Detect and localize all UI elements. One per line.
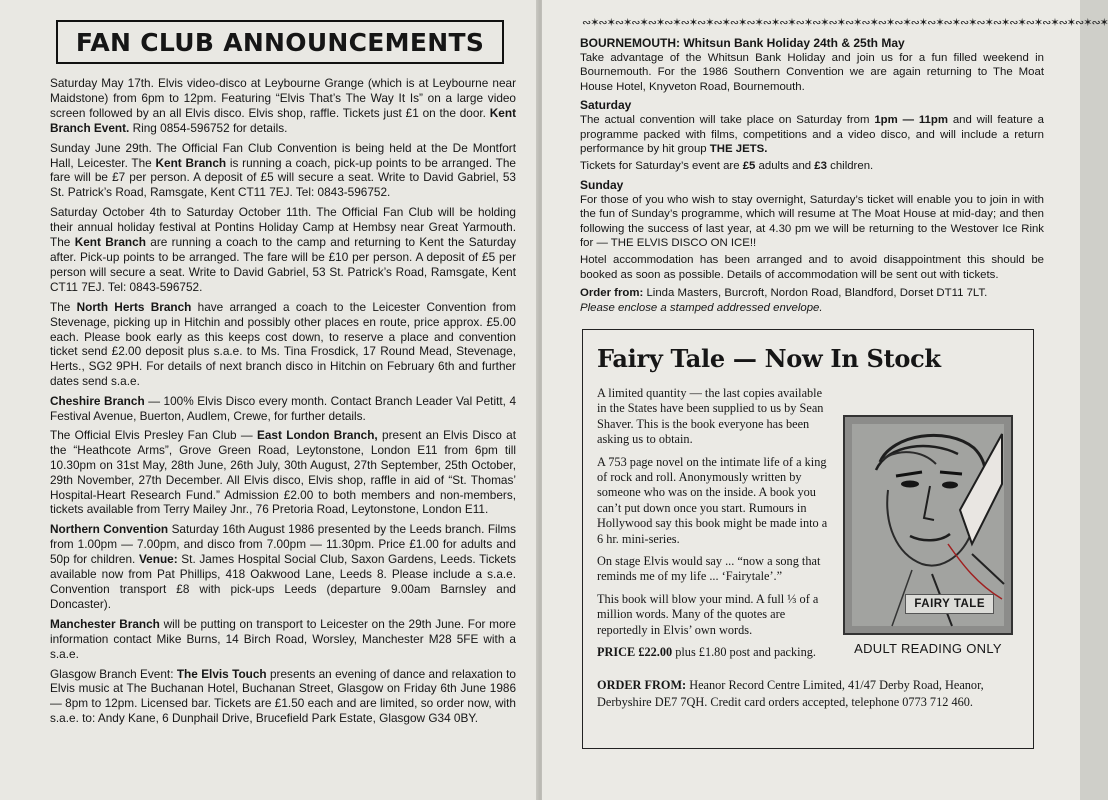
text: St. James Hospital Social Club, Saxon Gardens, Leeds. Tickets available now from Pat Phillips, 418 Oakwood Lane, Leeds 8. Please include a s.a.e. Convention transport £8 with pick-ups Leeds (departure 9.00am Barnsley and Doncaster). (50, 552, 516, 611)
text: adults and (755, 160, 815, 173)
venue-label: Venue: (138, 552, 178, 567)
book-cover-image (843, 415, 1013, 635)
kent-branch: Kent Branch (155, 155, 227, 170)
text: are running a coach to the camp and returning to Kent the Saturday after. Pick-up points to be arranged. The fare will be £10 per person. A deposit of £5 per person will secure a seat. Write to David Gabriel, 53 St. Patrick’s Road, Ramsgate, Kent CT11 7EJ. Tel: 0843-596752. (50, 235, 516, 294)
sunday-text: For those of you who wish to stay overnight, Saturday’s ticket will enable you to join in with the fun of Sunday’s programme, which will resume at The Moat House at mid-day; and then following the success of last year, at 4.30 pm we will be returning to the Westover Ice Rink for — THE ELVIS DISCO ON ICE!! (580, 193, 1044, 250)
announcement-glasgow (50, 667, 516, 727)
cover-illustration (852, 424, 1004, 626)
announcements-column (50, 76, 516, 726)
text: Saturday May 17th. Elvis video-disco at Leybourne Grange (which is at Leybourne near Maidstone) from 6pm to 12pm. Featuring “Elvis That’s The Way It Is” on a large video screen followed by an all Elvis disco. Elvis shop, raffle. Tickets just £1 on the door. (50, 76, 516, 120)
text: present an Elvis Disco at the “Heathcote Arms”, Grove Green Road, Leytonstone, London E11 from 6pm till 10.30pm on 31st May, 28th June, 26th July, 30th August, 27th September, 25th October, 29th November, 27th December. All Elvis disco, Elvis shop, raffle in aid of “St. Thomas’ Hospital-Heart Research Fund.” Admission £2.00 to both members and non-members, tickets available from Terry Mailey Jnr., 76 Pretoria Road, Leytonstone, London E11. (50, 427, 516, 517)
fairy-tale-advert (582, 329, 1034, 749)
text: presents an evening of dance and relaxation to Elvis music at The Buchanan Hotel, Buchanan Street, Glasgow on Friday 6th June 1986 — 8pm to 12pm. Licensed bar. Tickets are £1.50 each and are limited, so order now, with s.a.e. to: Andy Kane, 6 Dunphail Drive, Brucefield Park Estate, Glasgow G34 0BY. (50, 666, 516, 726)
advert-text-column (597, 386, 829, 638)
announcement-north-herts (50, 300, 516, 389)
saturday-text (580, 113, 1044, 156)
text: and will feature a programme packed with films, competitions and a video disco, and will include a return performance by hit group (580, 114, 1044, 156)
text: have arranged a coach to the Leicester Convention from Stevenage, picking up in Hitchin and possibly other places en route, price approx. £5.00 each. Please book early as this keeps cost down, to reserve a place and convention ticket send £2.00 deposit plus s.a.e. to Ms. Tina Frosdick, 17 Round Mead, Stevenage, Herts., SG2 9PH. For details of next branch disco in Hitchin on February 6th and further dates send s.a.e. (50, 299, 516, 389)
text: Ring 0854-596752 for details. (129, 120, 288, 135)
postage: plus £1.80 post and packing. (672, 645, 816, 660)
bournemouth-section (580, 36, 1044, 315)
adult-price: £5 (742, 160, 756, 173)
text: — 100% Elvis Disco every month. Contact Branch Leader Val Petitt, 4 Festival Avenue, Buerton, Audlem, Crewe, for further details. (50, 394, 517, 424)
order-label: Order from: (580, 287, 644, 300)
the-jets: THE JETS. (709, 143, 768, 156)
announcement-leicester-coach (50, 141, 516, 201)
announcement-manchester (50, 617, 516, 662)
bournemouth-heading: BOURNEMOUTH: Whitsun Bank Holiday 24th & 25th May (580, 36, 905, 50)
north-herts-branch: North Herts Branch (76, 299, 192, 314)
manchester-branch: Manchester Branch (50, 616, 160, 631)
advert-para: On stage Elvis would say ... “now a song that reminds me of my life ... ‘Fairytale’.” (597, 554, 821, 584)
announcement-pontins (50, 205, 516, 294)
cover-title-label: FAIRY TALE (905, 594, 994, 614)
text: Saturday October 4th to Saturday October 11th. The Official Fan Club will be holding their annual holiday festival at Pontins Holiday Camp at Hembsy near Great Yarmouth. The (50, 205, 516, 250)
page-title: FAN CLUB ANNOUNCEMENTS (56, 20, 504, 64)
text: Saturday 16th August 1986 presented by the Leeds branch. Films from 1.00pm — 7.00pm, and disco from 7.00pm — 11.30pm. Price £1.00 for adults and 50p for children. (50, 522, 516, 567)
advert-order (597, 677, 1017, 711)
saturday-heading: Saturday (580, 98, 632, 113)
east-london-branch: East London Branch, (257, 427, 378, 442)
text: Tickets for Saturday’s event are (580, 160, 743, 173)
advert-title: Fairy Tale — Now In Stock (597, 344, 941, 373)
text: Glasgow Branch Event: (50, 666, 177, 681)
bournemouth-intro: Take advantage of the Whitsun Bank Holiday and join us for a fun filled weekend in Bournemouth. For the 1986 Southern Convention we are again returning to The Moat House Hotel, Knyveton Road, Bournemouth. (580, 52, 1044, 93)
elvis-touch: The Elvis Touch (176, 666, 267, 681)
announcement-leybourne (50, 76, 516, 136)
advert-para: This book will blow your mind. A full ⅓ of a million words. Many of the quotes are reportedly in Elvis’ own words. (597, 591, 819, 637)
text: The actual convention will take place on Saturday from (580, 114, 875, 127)
announcement-east-london (50, 428, 516, 517)
order-text: Heanor Record Centre Limited, 41/47 Derby Road, Heanor, Derbyshire DE7 7QH. Credit card orders accepted, telephone 0773 712 460. (597, 677, 984, 709)
order-address: Linda Masters, Burcroft, Nordon Road, Blandford, Dorset DT11 7LT. (643, 287, 988, 300)
times: 1pm — 11pm (874, 114, 948, 127)
kent-branch-event: Kent Branch Event. (50, 105, 516, 135)
announcement-cheshire (50, 394, 516, 424)
text: is running a coach, pick-up points to be arranged. The fare will be £7 per person. A deposit of £5 will secure a seat. Write to David Gabriel, 53 St. Patrick’s Road, Ramsgate, Kent CT11 7EJ. Tel: 0843-596752. (50, 155, 516, 200)
right-page (542, 0, 1108, 800)
text: The Official Elvis Presley Fan Club — (50, 427, 257, 442)
text: will be putting on transport to Leicester on the 29th June. For more information contact Mike Burns, 14 Birch Road, Worsley, Manchester M28 5FE with a s.a.e. (50, 616, 516, 661)
decorative-border-ornament: ∾✶∾✶∾✶∾✶∾✶∾✶∾✶∾✶∾✶∾✶∾✶∾✶∾✶∾✶∾✶∾✶∾✶∾✶∾✶∾✶∾✶∾✶∾✶∾✶∾✶∾✶∾✶∾✶∾✶∾✶∾✶∾✶ (582, 17, 1108, 29)
price-label: PRICE £22.00 (597, 645, 673, 660)
child-price: £3 (814, 160, 827, 173)
kent-branch: Kent Branch (74, 235, 146, 250)
left-page (0, 0, 538, 800)
text: Sunday June 29th. The Official Fan Club Convention is being held at the De Montfort Hall, Leicester. The (50, 140, 516, 170)
announcement-northern-convention (50, 522, 516, 611)
text: children. (826, 160, 874, 173)
order-note: Please enclose a stamped addressed envelope. (580, 301, 823, 314)
hotel-text: Hotel accommodation has been arranged and to avoid disappointment this should be booked as soon as possible. Details of accommodation will be sent out with tickets. (580, 254, 1044, 281)
cheshire-branch: Cheshire Branch (50, 394, 145, 409)
advert-para: A limited quantity — the last copies available in the States have been supplied to us by Sean Shaver. This is the book everyone has been asking us to obtain. (597, 386, 824, 447)
adult-reading-notice: ADULT READING ONLY (854, 641, 1002, 656)
ticket-prices (580, 159, 1044, 173)
northern-convention: Northern Convention (50, 522, 169, 537)
order-label: ORDER FROM: (597, 677, 687, 692)
advert-para: A 753 page novel on the intimate life of a king of rock and roll. Anonymously written by someone who was on the inside. A book you can’t put down once you start. Rumours in Hollywood say this book might be made into a 6 hr. mini-series. (597, 454, 828, 546)
text: The (50, 299, 77, 314)
sunday-heading: Sunday (580, 177, 624, 192)
order-from (580, 286, 1044, 315)
